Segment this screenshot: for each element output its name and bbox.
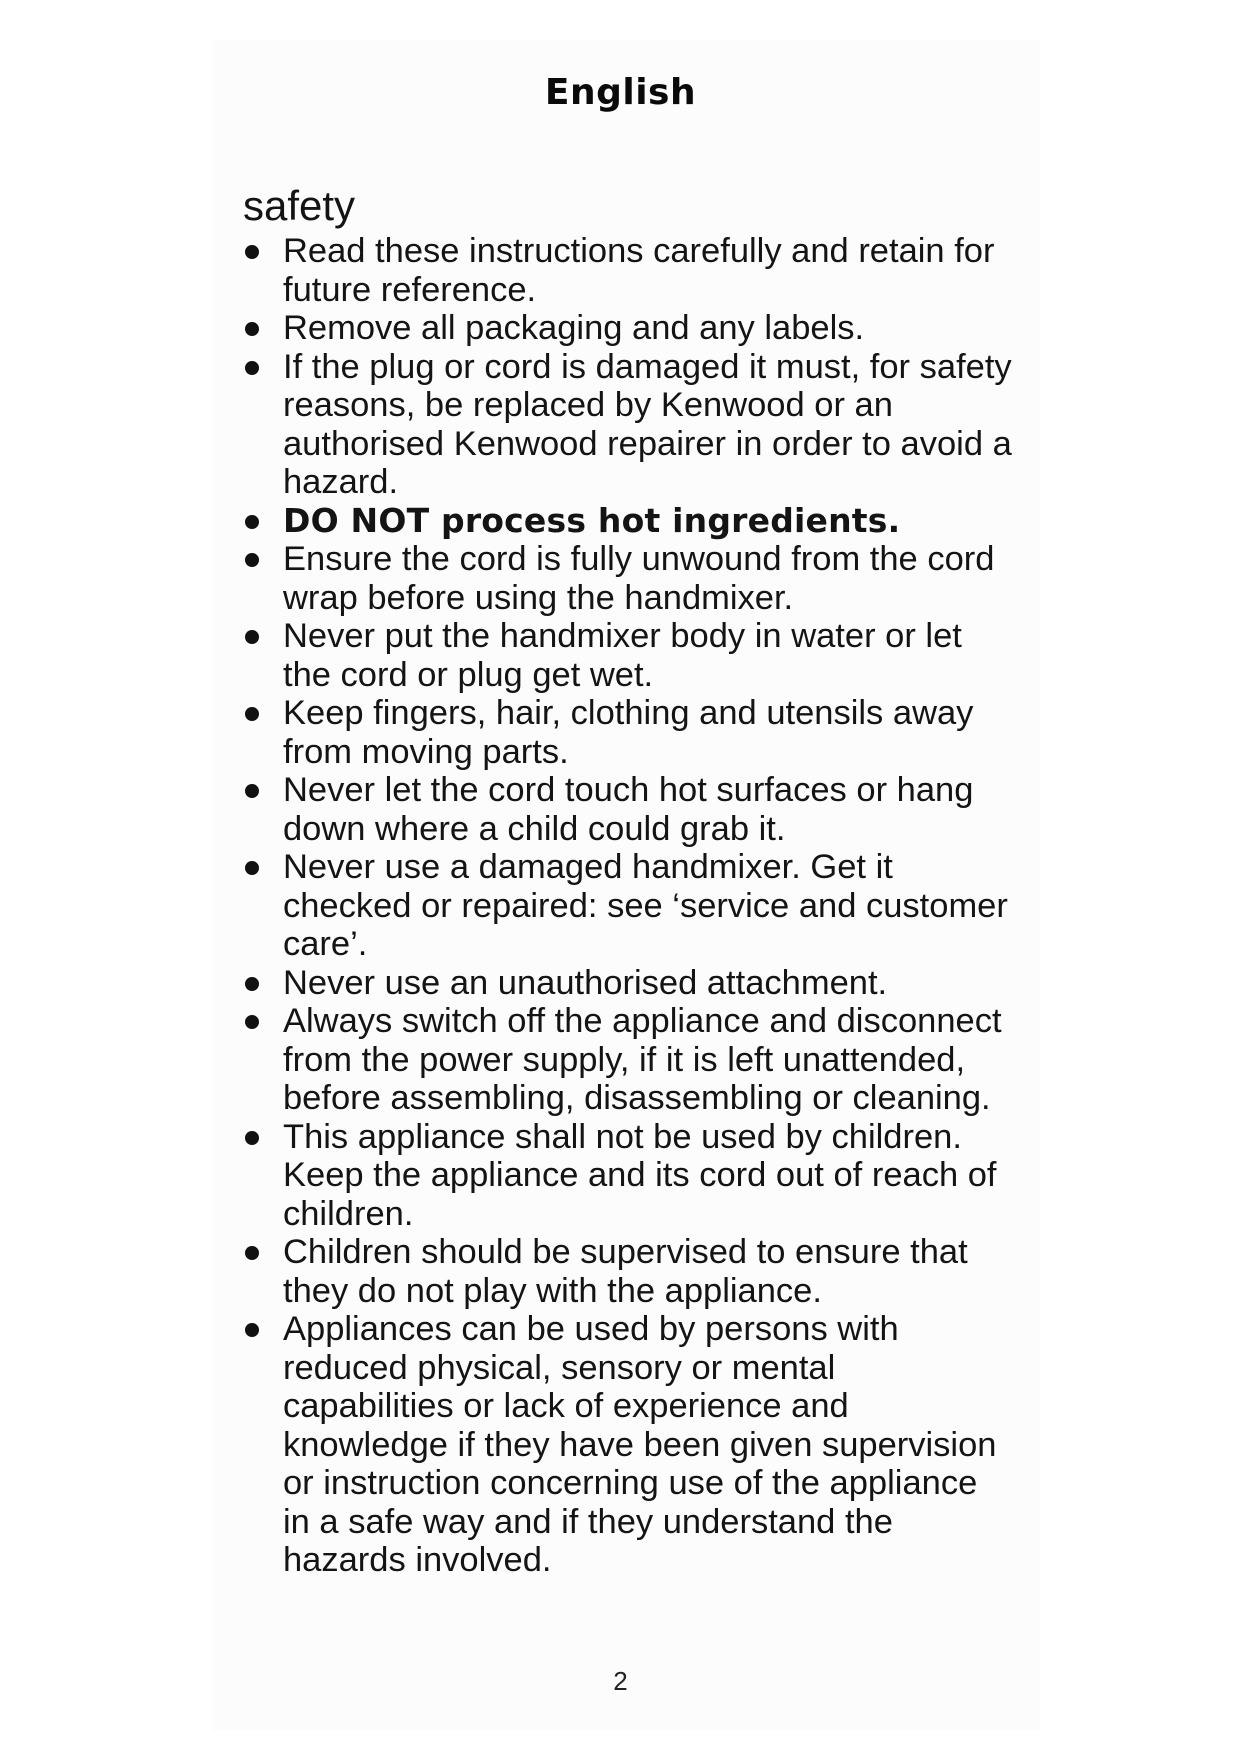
bullet-dot-icon <box>245 784 259 798</box>
bullet-dot-icon <box>245 1015 259 1029</box>
bullet-dot-icon <box>245 322 259 336</box>
bullet-item <box>243 232 1013 309</box>
bullet-text: Ensure the cord is fully unwound from the cord wrap before using the handmixer. <box>283 540 995 617</box>
bullet-text: Never put the handmixer body in water or let the cord or plug get wet. <box>283 617 962 694</box>
bullet-text: Appliances can be used by persons with reduced physical, sensory or mental capabilities or lack of experience and knowledge if they have been given supervision or instruction concerning use of the appliance in a safe way and if they understand the hazards involved. <box>283 1310 997 1579</box>
bullet-item <box>243 348 1013 502</box>
page-number: 2 <box>613 1666 628 1696</box>
bullet-text-bold: DO NOT process hot ingredients. <box>283 500 901 540</box>
bullet-item <box>243 540 1013 617</box>
bullet-dot-icon <box>245 630 259 644</box>
bullet-dot-icon <box>245 245 259 259</box>
bullet-item <box>243 1233 1013 1310</box>
bullet-item <box>243 1118 1013 1234</box>
bullet-dot-icon <box>245 861 259 875</box>
bullet-item-warning <box>243 502 1013 541</box>
language-heading: English <box>544 72 697 113</box>
bullet-item <box>243 1002 1013 1118</box>
bullet-text: Remove all packaging and any labels. <box>283 309 865 347</box>
bullet-dot-icon <box>245 1246 259 1260</box>
bullet-text: This appliance shall not be used by children. Keep the appliance and its cord out of reach of children. <box>283 1117 997 1233</box>
bullet-item <box>243 617 1013 694</box>
bullet-item <box>243 694 1013 771</box>
bullet-item <box>243 964 1013 1003</box>
bullet-dot-icon <box>245 1323 259 1337</box>
bullet-item <box>243 848 1013 964</box>
bullet-text: Never use an unauthorised attachment. <box>283 963 888 1002</box>
bullet-text: Children should be supervised to ensure that they do not play with the appliance. <box>283 1233 968 1310</box>
bullet-text: Read these instructions carefully and retain for future reference. <box>283 232 995 309</box>
bullet-dot-icon <box>245 361 259 375</box>
bullet-text: Keep fingers, hair, clothing and utensils away from moving parts. <box>283 694 974 771</box>
safety-bullet-list <box>243 232 1013 1580</box>
bullet-dot-icon <box>245 707 259 721</box>
bullet-item <box>243 771 1013 848</box>
bullet-item <box>243 309 1013 348</box>
bullet-text: Never use a damaged handmixer. Get it checked or repaired: see ‘service and customer care’. <box>283 848 1008 963</box>
bullet-item <box>243 1310 1013 1580</box>
bullet-text: If the plug or cord is damaged it must, for safety reasons, be replaced by Kenwood or an authorised Kenwood repairer in order to avoid a hazard. <box>283 347 1012 501</box>
section-title: safety <box>243 182 356 229</box>
bullet-dot-icon <box>245 977 259 991</box>
bullet-dot-icon <box>245 515 259 529</box>
bullet-text: Never let the cord touch hot surfaces or hang down where a child could grab it. <box>283 771 974 848</box>
bullet-text: Always switch off the appliance and disconnect from the power supply, if it is left unattended, before assembling, disassembling or cleaning. <box>283 1002 1002 1117</box>
bullet-dot-icon <box>245 1131 259 1145</box>
bullet-dot-icon <box>245 553 259 567</box>
